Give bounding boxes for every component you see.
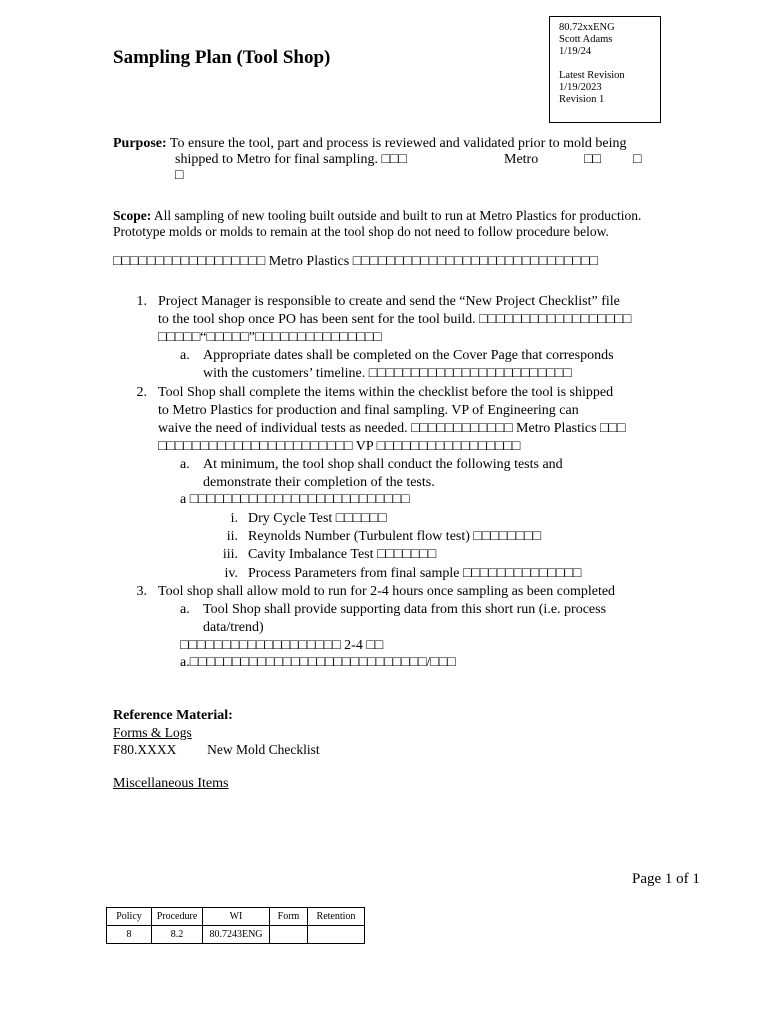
scope-chinese: □□□□□□□□□□□□□□□□□□ Metro Plastics □□□□□□□□□□□□□□□□□□□□□□□□□□□□□ xyxy=(113,254,598,269)
substep-number: a. xyxy=(180,348,190,363)
test-cavity-imbalance: Cavity Imbalance Test □□□□□□□ xyxy=(248,547,437,562)
step-2a-line-1: At minimum, the tool shop shall conduct the following tests and xyxy=(203,457,563,472)
step-2-line-4: □□□□□□□□□□□□□□□□□□□□□□□ VP □□□□□□□□□□□□□□□□□ xyxy=(158,439,521,454)
footer-table-header-row xyxy=(107,908,365,926)
step-2-line-2: to Metro Plastics for production and final sampling. VP of Engineering can xyxy=(158,403,579,418)
footer-header-wi: WI xyxy=(203,908,270,926)
revision-date: 1/19/2023 xyxy=(559,82,602,93)
doc-number: 80.72xxENG xyxy=(559,22,615,33)
footer-header-procedure: Procedure xyxy=(152,908,203,926)
page-number: Page 1 of 1 xyxy=(632,871,700,887)
document-title: Sampling Plan (Tool Shop) xyxy=(113,47,331,68)
footer-value-wi: 80.7243ENG xyxy=(203,926,270,944)
form-name: New Mold Checklist xyxy=(207,742,320,757)
step-1a-line-2: with the customers’ timeline. □□□□□□□□□□□□□□□□□□□□□□□□ xyxy=(203,366,572,381)
step-1-line-2: to the tool shop once PO has been sent for the tool build. □□□□□□□□□□□□□□□□□□ xyxy=(158,312,632,327)
scope-line-2: Prototype molds or molds to remain at the tool shop do not need to follow procedure below. xyxy=(113,224,609,239)
footer-header-retention: Retention xyxy=(308,908,365,926)
step-2-line-1: Tool Shop shall complete the items within the checklist before the tool is shipped xyxy=(158,385,614,400)
step-2a-line-2: demonstrate their completion of the tests. xyxy=(203,475,435,490)
scope-label: Scope: xyxy=(113,208,152,223)
form-code: F80.XXXX xyxy=(113,742,177,757)
purpose-cn-2: □ xyxy=(633,152,642,167)
purpose-label: Purpose: xyxy=(113,136,167,151)
purpose-cn-1: □□ xyxy=(584,152,601,167)
revision-label: Latest Revision xyxy=(559,70,625,81)
test-number: iii. xyxy=(222,547,238,562)
purpose-line-3: □ xyxy=(175,168,184,183)
footer-header-policy: Policy xyxy=(107,908,152,926)
footer-value-retention xyxy=(308,926,365,944)
footer-table-value-row xyxy=(107,926,365,944)
test-process-parameters: Process Parameters from final sample □□□□□□□□□□□□□□ xyxy=(248,566,582,581)
step-number: 3. xyxy=(136,584,147,599)
miscellaneous-heading: Miscellaneous Items xyxy=(113,776,229,791)
purpose-line-2: shipped to Metro for final sampling. □□□ xyxy=(175,152,407,167)
substep-number: a. xyxy=(180,457,190,472)
step-3a-line-2: data/trend) xyxy=(203,620,264,635)
footer-reference-table xyxy=(106,907,365,944)
reference-section xyxy=(113,707,320,792)
footer-value-policy: 8 xyxy=(107,926,152,944)
step-3a-chinese-1: □□□□□□□□□□□□□□□□□□□ 2-4 □□ xyxy=(180,638,384,653)
purpose-metro: Metro xyxy=(504,152,539,167)
step-number: 2. xyxy=(136,385,147,400)
test-number: ii. xyxy=(226,529,238,544)
step-3-line-1: Tool shop shall allow mold to run for 2-4 hours once sampling as been completed xyxy=(158,584,616,599)
step-number: 1. xyxy=(136,294,147,309)
step-2a-chinese: a □□□□□□□□□□□□□□□□□□□□□□□□□□ xyxy=(180,492,410,507)
revision-number: Revision 1 xyxy=(559,94,605,105)
step-2-line-3: waive the need of individual tests as needed. □□□□□□□□□□□□ Metro Plastics □□□ xyxy=(158,421,626,436)
doc-date: 1/19/24 xyxy=(559,46,592,57)
purpose-line-1: To ensure the tool, part and process is reviewed and validated prior to mold being xyxy=(169,136,627,151)
footer-value-procedure: 8.2 xyxy=(152,926,203,944)
step-3a-chinese-2: a.□□□□□□□□□□□□□□□□□□□□□□□□□□□□/□□□ xyxy=(180,655,456,670)
doc-author: Scott Adams xyxy=(559,34,613,45)
test-reynolds-number: Reynolds Number (Turbulent flow test) □□□□□□□□ xyxy=(248,529,542,544)
forms-logs-heading: Forms & Logs xyxy=(113,725,192,740)
test-number: iv. xyxy=(224,566,238,581)
footer-header-form: Form xyxy=(270,908,308,926)
footer-value-form xyxy=(270,926,308,944)
step-1a-line-1: Appropriate dates shall be completed on the Cover Page that corresponds xyxy=(203,348,614,363)
step-1-line-1: Project Manager is responsible to create and send the “New Project Checklist” file xyxy=(158,294,620,309)
scope-line-1: All sampling of new tooling built outside and built to run at Metro Plastics for production. xyxy=(153,208,642,223)
substep-number: a. xyxy=(180,602,190,617)
test-number: i. xyxy=(230,511,238,526)
reference-heading: Reference Material: xyxy=(113,708,233,723)
test-dry-cycle: Dry Cycle Test □□□□□□ xyxy=(248,511,387,526)
step-3a-line-1: Tool Shop shall provide supporting data from this short run (i.e. process xyxy=(203,602,607,617)
step-1-line-3: □□□□□“□□□□□”□□□□□□□□□□□□□□□ xyxy=(158,330,382,345)
